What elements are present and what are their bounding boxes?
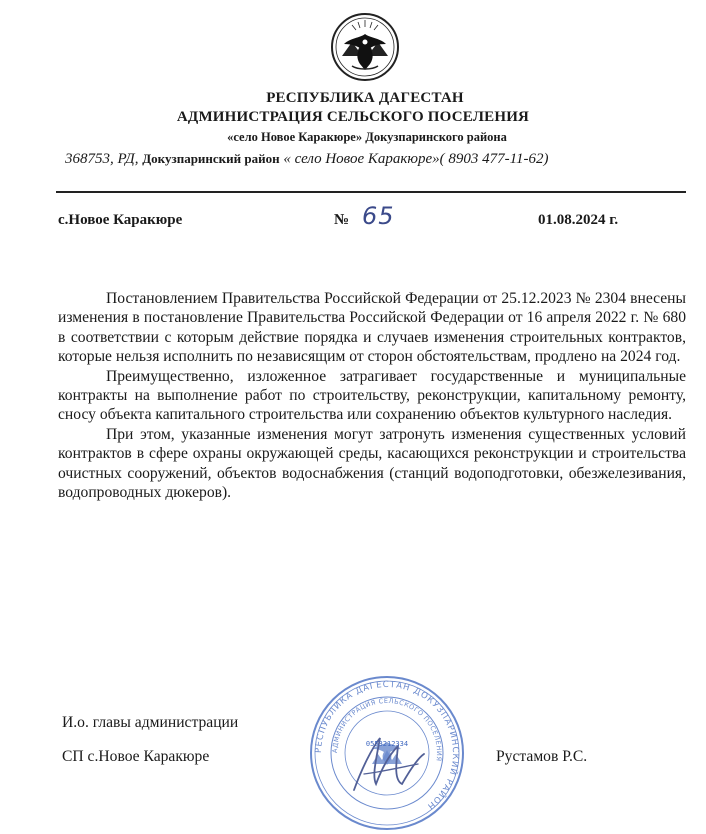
coat-of-arms-icon xyxy=(330,12,400,82)
document-number-label: № xyxy=(334,212,350,228)
header-settlement: «село Новое Каракюре» Докузпаринского района xyxy=(227,130,507,144)
seal-number: 0553212334 xyxy=(365,740,409,748)
signatory-organization: СП с.Новое Каракюре xyxy=(62,748,210,765)
body-paragraph-3: При этом, указанные изменения могут затронуть изменения существенных условий контрактов в сфере охраны окружающей среды, касающихся реконструкции и строительства очистных сооружений, объектов водоснабжения (станций водоподготовки, обезжелезивания, водопроводных дюкеров). xyxy=(58,425,686,502)
document-village: с.Новое Каракюре xyxy=(58,212,183,228)
header-administration: АДМИНИСТРАЦИЯ СЕЛЬСКОГО ПОСЕЛЕНИЯ xyxy=(176,109,530,125)
address-district: Докузпаринский район xyxy=(142,151,280,166)
body-paragraph-2: Преимущественно, изложенное затрагивает государственные и муниципальные контракты на выполнение работ по строительству, реконструкции, капитальному ремонту, сносу объекта капитального строительства или сохранению объектов культурного наследия. xyxy=(58,367,686,424)
address-postcode: 368753, РД, xyxy=(65,151,143,167)
address-village-phone: « село Новое Каракюре»( 8903 477-11-62) xyxy=(279,151,549,167)
document-number-handwritten: 65 xyxy=(362,202,395,230)
header-address xyxy=(65,151,548,168)
official-seal-icon xyxy=(306,672,468,834)
document-date: 01.08.2024 г. xyxy=(538,212,619,228)
header-republic: РЕСПУБЛИКА ДАГЕСТАН xyxy=(266,90,464,106)
seal-inner-text: АДМИНИСТРАЦИЯ СЕЛЬСКОГО ПОСЕЛЕНИЯ xyxy=(330,696,444,762)
signatory-title: И.о. главы администрации xyxy=(62,714,239,731)
header-divider xyxy=(56,191,686,193)
document-body xyxy=(58,289,686,502)
body-paragraph-1: Постановлением Правительства Российской Федерации от 25.12.2023 № 2304 внесены изменения в постановление Правительства Российской Федерации от 16 апреля 2022 г. № 680 в соответствии с которым действие порядка и случаев изменения строительных контрактов, которые нельзя исполнить по независящим от сторон обстоятельствам, продлено на 2024 год. xyxy=(58,290,686,366)
signatory-name: Рустамов Р.С. xyxy=(496,748,588,765)
seal-outer-text: РЕСПУБЛИКА ДАГЕСТАН ДОКУЗПАРИНСКИЙ РАЙОН xyxy=(313,679,461,812)
